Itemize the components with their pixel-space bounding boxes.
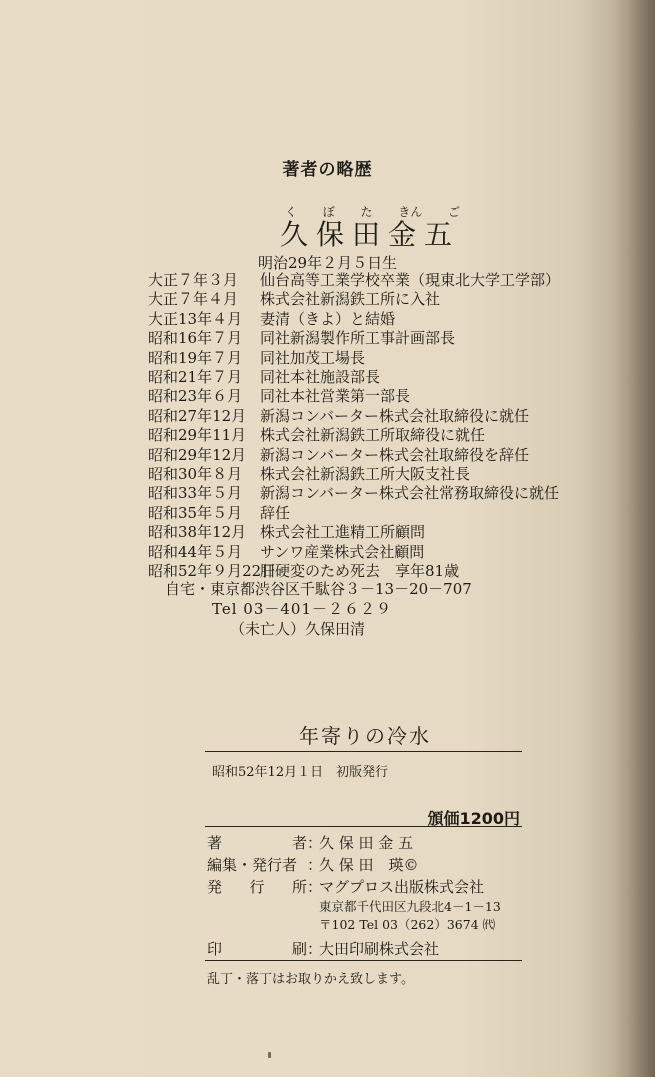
furigana-char: く	[285, 205, 298, 219]
replacement-notice: 乱丁・落丁はお取りかえ致します。	[207, 972, 414, 987]
timeline-event: 株式会社新潟鉄工所に入社	[260, 290, 441, 309]
credit-author-row	[207, 832, 501, 854]
book-spine-shadow	[613, 0, 655, 1077]
timeline-row	[148, 290, 560, 309]
label-char: 行	[249, 878, 265, 896]
credit-author-value: 久 保 田 金 五	[319, 834, 414, 852]
timeline-date: 昭和16年７月	[148, 329, 243, 348]
timeline-event: 株式会社新潟鉄工所取締役に就任	[260, 426, 486, 445]
timeline-event: 同社本社施設部長	[260, 368, 381, 387]
timeline-date: 昭和30年８月	[148, 465, 243, 484]
biography-heading: 著者の略歴	[282, 160, 373, 180]
furigana-char: ご	[447, 205, 460, 219]
credit-printer-value: 大田印刷株式会社	[319, 940, 440, 958]
timeline-date: 昭和52年９月22日	[148, 562, 277, 581]
timeline-row	[148, 310, 560, 329]
credit-colon: ：	[307, 878, 323, 896]
credit-colon: ：	[307, 856, 323, 874]
timeline-event: 株式会社新潟鉄工所大阪支社長	[260, 465, 471, 484]
timeline-row	[148, 446, 560, 465]
author-name: 久保田金五	[280, 218, 461, 251]
label-char: 所	[291, 878, 307, 896]
book-title: 年寄りの冷水	[299, 724, 431, 748]
timeline-row	[148, 387, 560, 406]
paper-speck	[268, 1052, 271, 1058]
timeline-row	[148, 426, 560, 445]
furigana-char: た	[360, 205, 373, 219]
timeline-date: 昭和29年12月	[148, 445, 247, 464]
timeline-row	[148, 271, 560, 290]
credit-label	[207, 938, 307, 960]
home-address: 自宅・東京都渋谷区千駄谷３－13－20－707	[165, 580, 472, 598]
timeline-row	[148, 368, 560, 387]
timeline-date: 昭和19年７月	[148, 348, 243, 367]
label-char: 者	[291, 834, 307, 852]
timeline-event: 新潟コンバーター株式会社常務取締役に就任	[260, 484, 559, 503]
timeline-date: 昭和44年５月	[148, 542, 243, 561]
home-telephone: Tel 03－401－２６２９	[212, 600, 393, 618]
timeline-date: 大正７年３月	[148, 271, 239, 289]
furigana-char: きん	[398, 205, 423, 219]
label-char: 印	[207, 940, 223, 958]
timeline-date: 昭和21年７月	[148, 368, 243, 387]
surviving-widow: （未亡人）久保田清	[230, 620, 366, 638]
timeline-date: 昭和29年11月	[148, 426, 247, 445]
timeline-event: 株式会社工進精工所顧問	[260, 523, 426, 542]
credit-editor-row	[207, 854, 501, 876]
label-char: 刷	[291, 940, 307, 958]
timeline-date: 昭和38年12月	[148, 523, 247, 542]
timeline-event: 同社本社営業第一部長	[260, 387, 411, 406]
credit-colon: ：	[307, 940, 323, 958]
timeline-row	[148, 504, 560, 523]
furigana-char: ぼ	[322, 205, 335, 219]
label-char: 発	[207, 878, 223, 896]
timeline-row	[148, 465, 560, 484]
credit-publisher-row	[207, 876, 501, 898]
career-timeline	[148, 271, 560, 582]
timeline-row	[148, 349, 560, 368]
timeline-event: 妻清（きよ）と結婚	[260, 309, 396, 328]
label-char: 著	[207, 834, 223, 852]
timeline-event: 新潟コンバーター株式会社取締役に就任	[260, 406, 529, 425]
timeline-row	[148, 543, 560, 562]
timeline-event: 仙台高等工業学校卒業（現東北大学工学部）	[260, 271, 561, 289]
title-divider	[205, 751, 522, 752]
timeline-date: 昭和23年６月	[148, 387, 243, 406]
publication-credits	[207, 832, 501, 960]
timeline-event: 同社新潟製作所工事計画部長	[260, 329, 456, 348]
publisher-address: 東京都千代田区九段北4－1－13	[319, 899, 501, 914]
timeline-date: 昭和27年12月	[148, 406, 247, 425]
timeline-date: 昭和35年５月	[148, 503, 243, 522]
timeline-row	[148, 407, 560, 426]
publisher-telephone: 〒102 Tel 03（262）3674 ㈹	[319, 917, 496, 932]
credit-printer-row	[207, 938, 501, 960]
credit-label	[207, 854, 307, 876]
credit-colon: ：	[307, 834, 323, 852]
timeline-event: 肝硬変のため死去 享年81歳	[260, 562, 460, 581]
timeline-event: 同社加茂工場長	[260, 348, 366, 367]
credit-editor-value: 久 保 田 瑛©	[319, 856, 419, 874]
timeline-row	[148, 523, 560, 542]
timeline-date: 大正13年４月	[148, 309, 243, 328]
timeline-event: サンワ産業株式会社顧問	[260, 542, 425, 561]
timeline-date: 昭和33年５月	[148, 484, 243, 503]
timeline-row	[148, 484, 560, 503]
price-divider	[205, 826, 522, 827]
price: 頒価1200円	[427, 809, 520, 828]
label-text: 編集・発行者	[207, 856, 298, 874]
credit-publisher-value: マグプロス出版株式会社	[319, 878, 485, 896]
timeline-event: 辞任	[260, 503, 291, 522]
timeline-event: 新潟コンバーター株式会社取締役を辞任	[260, 445, 529, 464]
credits-divider	[205, 960, 522, 961]
credit-label	[207, 832, 307, 854]
timeline-date: 大正７年４月	[148, 290, 239, 309]
birth-date: 明治29年２月５日生	[258, 254, 398, 272]
edition-info: 昭和52年12月１日 初版発行	[212, 765, 389, 780]
timeline-row	[148, 329, 560, 348]
credit-label	[207, 876, 307, 898]
